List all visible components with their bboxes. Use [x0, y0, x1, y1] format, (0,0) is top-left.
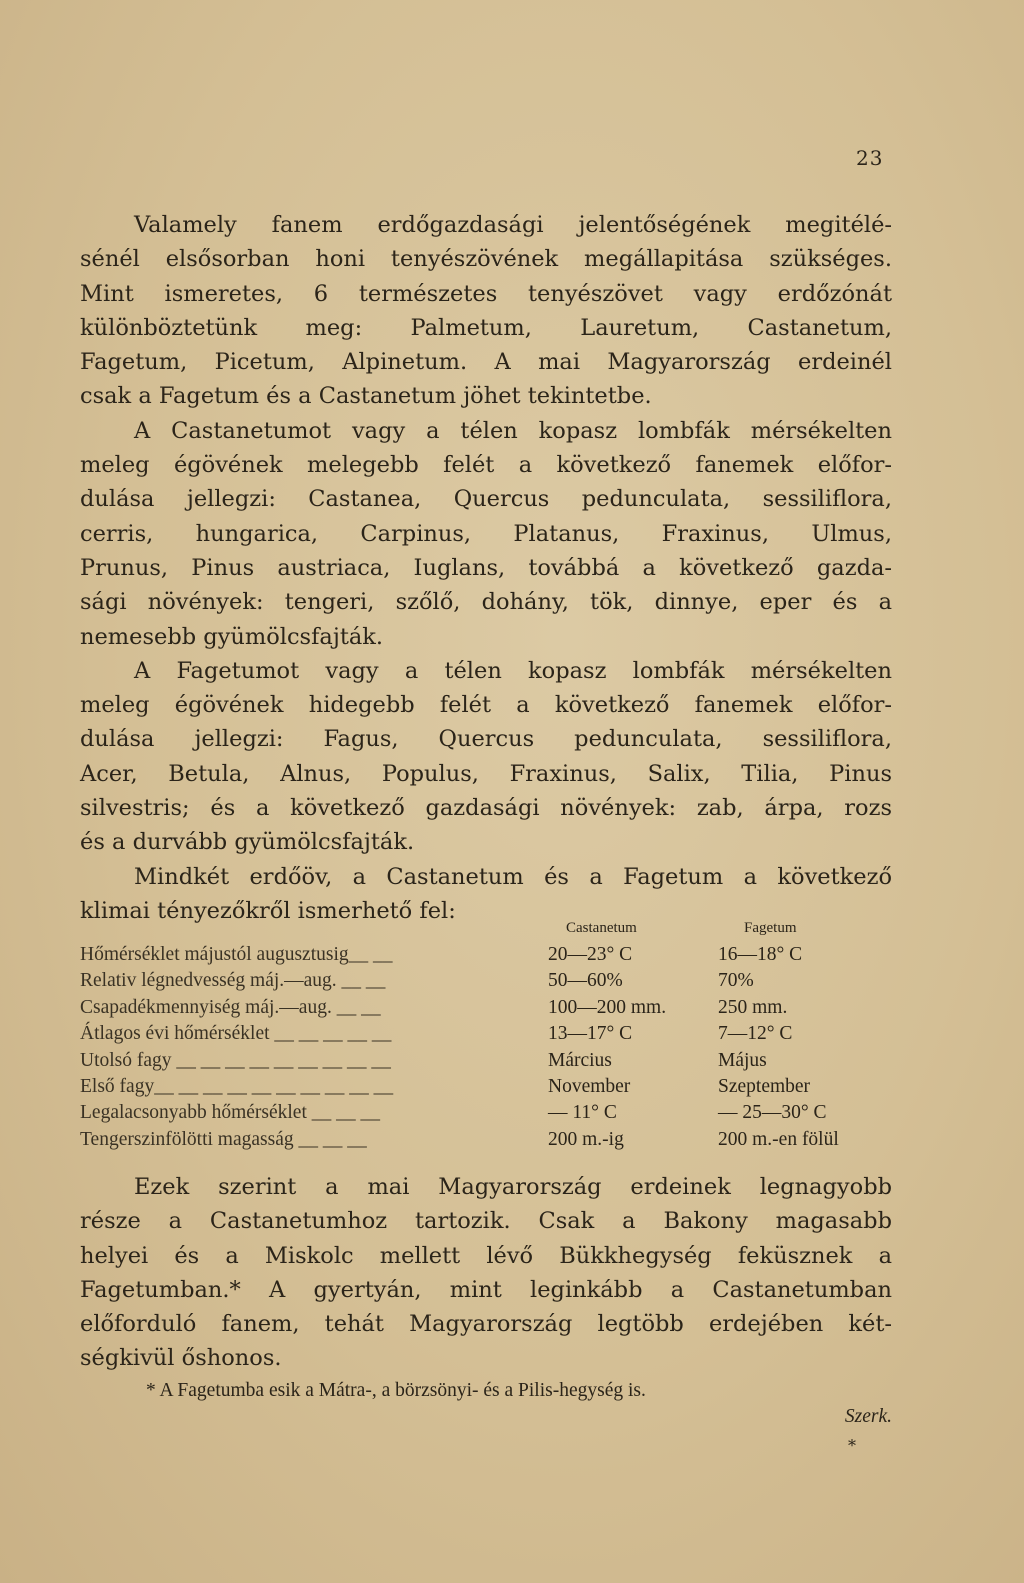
fagetum-value: 250 mm.	[718, 996, 788, 1018]
text-line: meleg égövének melegebb felét a következő fanemek előfor-	[80, 452, 892, 479]
fagetum-value: 200 m.-en fölül	[718, 1128, 839, 1150]
castanetum-value: 50—60%	[548, 970, 623, 992]
text-line: cerris, hungarica, Carpinus, Platanus, Fraxinus, Ulmus,	[80, 520, 892, 547]
text-line: sénél elsősorban honi tenyészövének megállapitása szükséges.	[80, 246, 892, 273]
castanetum-value: 200 m.-ig	[548, 1128, 624, 1150]
table-row	[80, 1127, 892, 1153]
text-line: dulása jellegzi: Fagus, Quercus pedunculata, sessiliflora,	[80, 726, 892, 753]
text-line: helyei és a Miskolc mellett lévő Bükkhegység feküsznek a	[80, 1242, 892, 1269]
text-line: Valamely fanem erdőgazdasági jelentőségének megitélé-	[134, 212, 892, 238]
castanetum-value: Március	[548, 1049, 612, 1071]
column-header-castanetum: Castanetum	[566, 920, 637, 936]
text-line: Fagetumban.* A gyertyán, mint leginkább a Castanetumban	[80, 1276, 892, 1303]
text-line: különböztetünk meg: Palmetum, Lauretum, Castanetum,	[80, 314, 892, 341]
fagetum-value: 16—18° C	[718, 944, 803, 965]
text-line: sági növények: tengeri, szőlő, dohány, tök, dinnye, eper és a	[80, 589, 892, 616]
text-line: Ezek szerint a mai Magyarország erdeinek legnagyobb	[134, 1174, 892, 1200]
footnote-text: * A Fagetumba esik a Mátra-, a börzsönyi- és a Pilis-hegység is.	[146, 1380, 646, 1401]
row-label: Első fagy__ __ __ __ __ __ __ __ __ __	[80, 1075, 394, 1097]
text-line: Prunus, Pinus austriaca, Iuglans, továbbá a következő gazda-	[80, 554, 892, 581]
text-line: Acer, Betula, Alnus, Populus, Fraxinus, Salix, Tilia, Pinus	[80, 760, 892, 787]
climate-table	[80, 942, 892, 1153]
text-line: klimai tényezőkről ismerhető fel:	[80, 897, 456, 924]
body-text-lower	[80, 1170, 892, 1376]
text-line: A Fagetumot vagy a télen kopasz lombfák mérsékelten	[134, 657, 892, 684]
asterisk-mark: *	[848, 1436, 856, 1455]
fagetum-value: 70%	[718, 970, 754, 992]
row-label: Tengerszinfölötti magasság __ __ __	[80, 1128, 367, 1150]
fagetum-value: — 25—30° C	[718, 1102, 827, 1124]
text-line: része a Castanetumhoz tartozik. Csak a Bakony magasabb	[80, 1208, 892, 1235]
text-line: A Castanetumot vagy a télen kopasz lombfák mérsékelten	[134, 417, 892, 444]
table-row	[80, 942, 892, 968]
body-text-upper	[80, 208, 892, 928]
text-line: előforduló fanem, tehát Magyarország legtöbb erdejében két-	[80, 1311, 892, 1338]
footnote	[80, 1378, 892, 1430]
table-row	[80, 1021, 892, 1047]
castanetum-value: 100—200 mm.	[548, 996, 667, 1018]
fagetum-value: 7—12° C	[718, 1023, 793, 1045]
table-row	[80, 1100, 892, 1126]
row-label: Relativ légnedvesség máj.—aug. __ __	[80, 970, 386, 992]
footnote-signature: Szerk.	[844, 1406, 892, 1427]
text-line: meleg égövének hidegebb felét a következő fanemek előfor-	[80, 692, 892, 719]
table-row	[80, 1074, 892, 1100]
text-line: silvestris; és a következő gazdasági növények: zab, árpa, rozs	[80, 795, 892, 822]
castanetum-value: 13—17° C	[548, 1023, 633, 1045]
text-line: Mint ismeretes, 6 természetes tenyészövet vagy erdőzónát	[80, 280, 892, 307]
text-line: ségkivül őshonos.	[80, 1345, 282, 1372]
row-label: Hőmérséklet májustól augusztusig__ __	[80, 944, 393, 965]
fagetum-value: Szeptember	[718, 1075, 811, 1097]
row-label: Átlagos évi hőmérséklet __ __ __ __ __	[80, 1023, 392, 1045]
fagetum-value: Május	[718, 1049, 767, 1071]
text-line: Fagetum, Picetum, Alpinetum. A mai Magyarország erdeinél	[80, 349, 892, 376]
text-line: nemesebb gyümölcsfajták.	[80, 623, 384, 650]
table-row	[80, 995, 892, 1021]
text-line: dulása jellegzi: Castanea, Quercus pedunculata, sessiliflora,	[80, 486, 892, 513]
row-label: Legalacsonyabb hőmérséklet __ __ __	[80, 1102, 380, 1124]
castanetum-value: 20—23° C	[548, 944, 633, 965]
table-row	[80, 1048, 892, 1074]
text-line: Mindkét erdőöv, a Castanetum és a Fagetum a következő	[134, 863, 892, 890]
castanetum-value: — 11° C	[548, 1102, 617, 1124]
row-label: Csapadékmennyiség máj.—aug. __ __	[80, 996, 381, 1018]
text-line: csak a Fagetum és a Castanetum jöhet tekintetbe.	[80, 383, 652, 410]
castanetum-value: November	[548, 1075, 631, 1097]
text-line: és a durvább gyümölcsfajták.	[80, 829, 415, 856]
column-header-fagetum: Fagetum	[744, 920, 797, 936]
row-label: Utolsó fagy __ __ __ __ __ __ __ __ __	[80, 1049, 391, 1071]
table-row	[80, 968, 892, 994]
page-number: 23	[856, 146, 884, 170]
